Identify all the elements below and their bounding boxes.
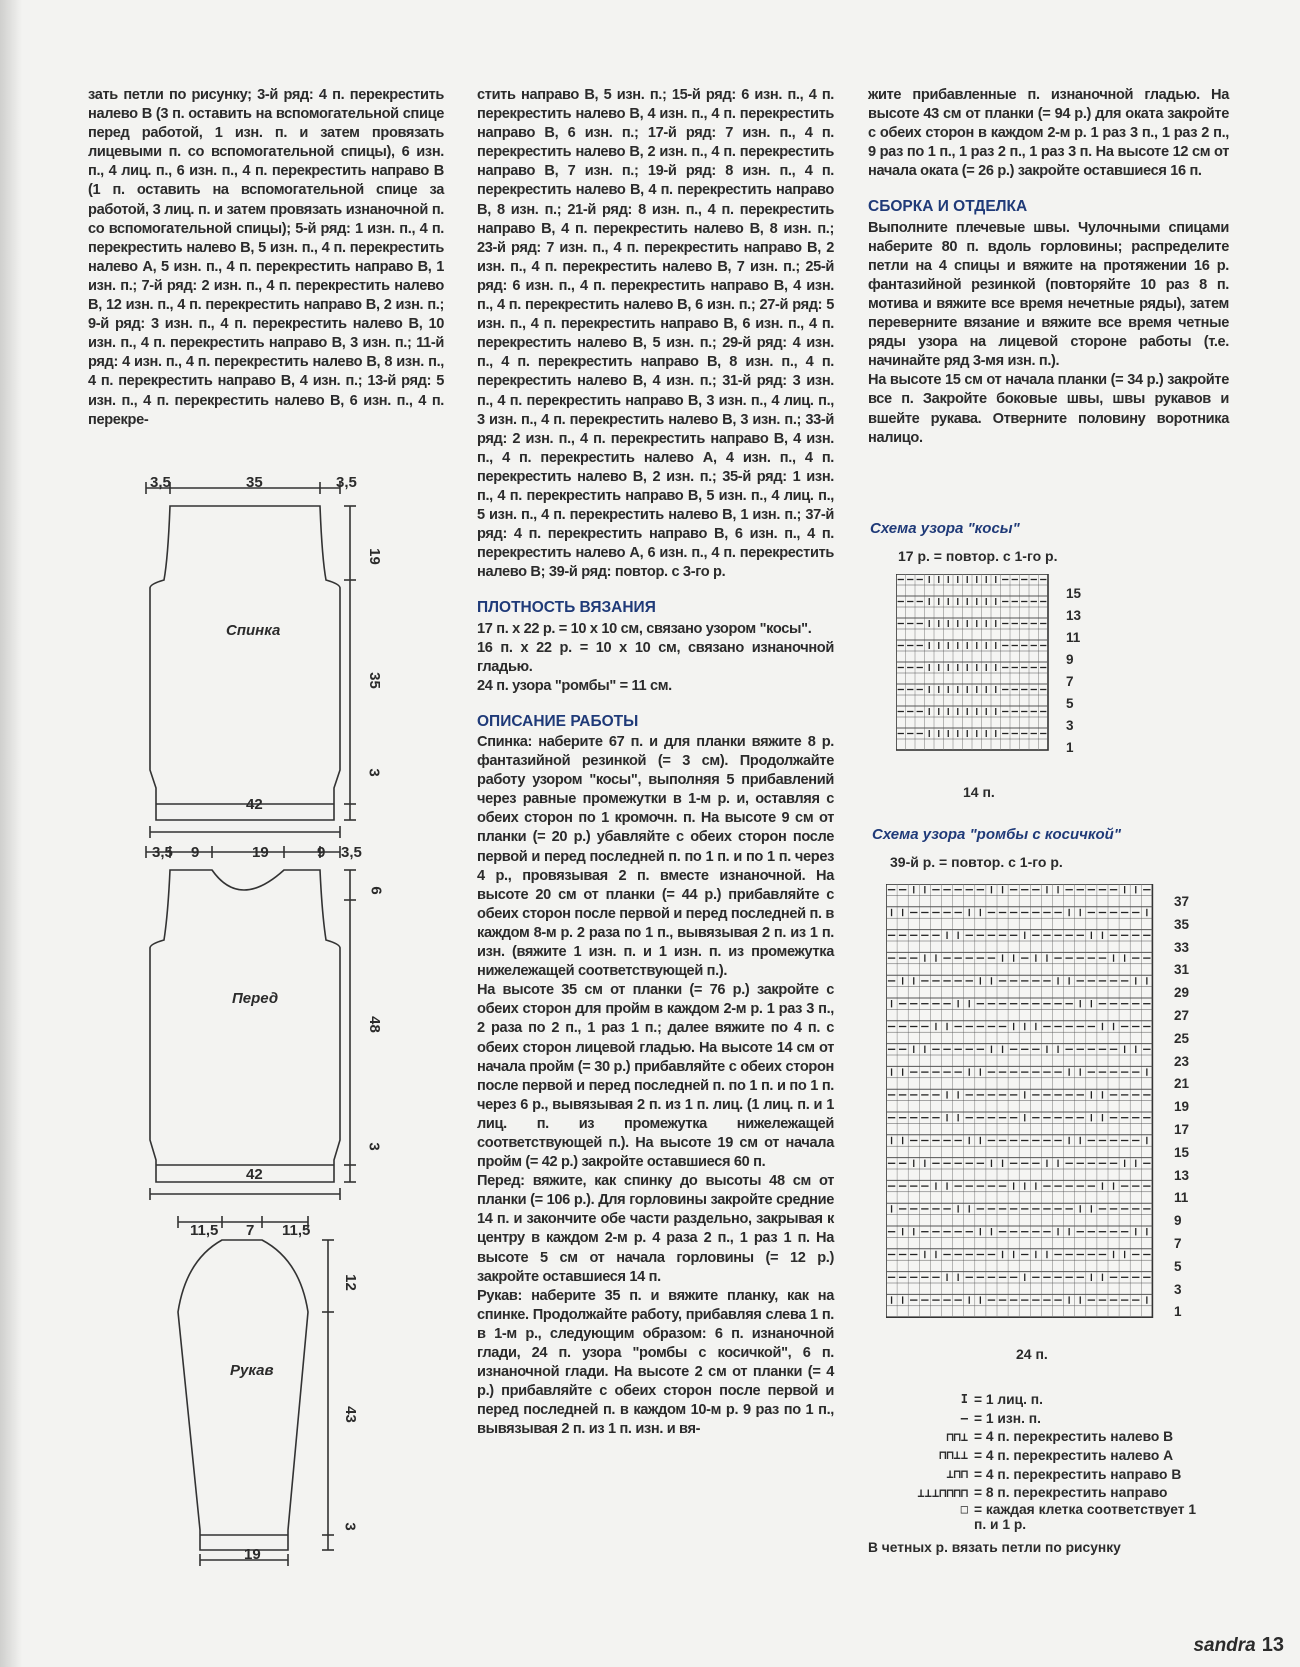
legend-row-cross-left-a [868, 1446, 1228, 1465]
front-outline [150, 870, 340, 1182]
assembly-heading: СБОРКА И ОТДЕЛКА [868, 198, 1028, 216]
front-dim-bottom: 42 [246, 1166, 263, 1183]
braid-pattern-chart [896, 574, 1056, 758]
back-label: Спинка [226, 622, 281, 639]
cross-right-b-symbol-icon: ⊥⊓⊓ [946, 1467, 968, 1482]
chart-row-number: 27 [1174, 1008, 1190, 1023]
legend-row-purl [868, 1409, 1228, 1428]
cell-square-icon: □ [960, 1502, 968, 1517]
work-heading: ОПИСАНИЕ РАБОТЫ [477, 712, 639, 730]
back-text: наберите 67 п. и для планки вяжите 8 р. фантазийной резинкой (= 3 см). Продолжайте работу узором "косы", выполняя 5 прибавлений через равные промежутки в 1-м р. и, оставляя с обеих сторон по 1 кромочн. п. На высоте 9 см от планки (= 20 р.) убавляйте с обеих сторон после первой и перед последней п. по 1 п. и по 1 п. через 4 р., провязывая 2 п. вместе изнаночной. На высоте 20 см от планки (= 44 р.) прибавляйте с обеих сторон после первой и перед последней п. в каждом 8-м р. 2 раза по 1 п., вывязывая 2 п. из 1 п. изн. (вяжите 1 изн. п. и 1 изн. п. из промежутка нижележащей соответствующей п.). [477, 734, 834, 980]
legend-row-cell [868, 1502, 1228, 1532]
sleeve-dim-right-1: 12 [341, 1274, 359, 1291]
back-paragraph [477, 733, 834, 981]
chart-row-number: 21 [1174, 1076, 1190, 1092]
front-label: Перед [232, 990, 279, 1007]
legend-text: = 8 п. перекрестить направо [974, 1485, 1168, 1501]
front-dim-top-5: 3,5 [341, 844, 362, 861]
purl-symbol-icon: – [960, 1411, 968, 1426]
density-heading: ПЛОТНОСТЬ ВЯЗАНИЯ [477, 599, 656, 617]
chart-row-number: 25 [1174, 1030, 1190, 1046]
back-lead: Спинка: [477, 734, 532, 750]
chart-row-number: 31 [1174, 962, 1190, 978]
density-line-3: 24 п. узора "ромбы" = 11 см. [477, 677, 672, 694]
front-dim-right-2: 48 [365, 1016, 383, 1033]
legend-text: = 4 п. перекрестить налево А [974, 1447, 1174, 1463]
front-dim-top-3: 19 [252, 844, 269, 861]
back-paragraph-2: На высоте 35 см от планки (= 76 р.) закройте с обеих сторон для пройм в каждом 2-м р. 1 раз 3 п., 2 раза по 2 п., 1 раз 1 п.; далее вяжите по 4 п. с обеих сторон лицевой гладью. На высоте 14 см от начала пройм (= 30 р.) прибавляйте с обеих сторон после первой и перед последней п. по 1 п. и по 1 п. через 6 р., вывязывая 2 п. из 1 п. лиц. (1 лиц. п. и 1 лиц. п. из промежутка нижележащей соответствующей п.). На высоте 19 см от начала пройм (= 42 р.) закройте оставшиеся 60 п. [477, 982, 834, 1171]
density-line-2: 16 п. х 22 р. = 10 х 10 см, связано изнаночной гладью. [477, 639, 834, 675]
sleeve-label: Рукав [230, 1362, 274, 1379]
chart-row-number: 13 [1174, 1167, 1190, 1183]
chart-row-number: 11 [1066, 630, 1081, 645]
sleeve-dim-top-3: 11,5 [282, 1222, 311, 1239]
chart-row-number: 3 [1066, 718, 1074, 733]
sleeve-outline [178, 1240, 308, 1550]
chart2-width-label: 24 п. [1016, 1346, 1048, 1362]
pattern-rows-text-1: зать петли по рисунку; 3-й ряд: 4 п. перекрестить налево В (3 п. оставить на вспомогательной спице перед работой, 1 изн. п. и затем провязать лицевыми п. со вспомогательной спицы), 6 изн. п., 4 лиц. п., 6 изн. п., 4 п. перекрестить направо В (1 п. оставить на вспомогательной спице за работой, 3 лиц. п. и затем провязать изнаночной п. со вспомогательной спицы); 5-й ряд: 1 изн. п., 4 п. перекрестить налево В, 5 изн. п., 4 п. перекрестить налево А, 5 изн. п., 4 п. перекрестить направо В, 1 изн. п.; 7-й ряд: 2 изн. п., 4 п. перекрестить налево В, 12 изн. п., 4 п. перекрестить направо В, 2 изн. п.; 9-й ряд: 3 изн. п., 4 п. перекрестить налево В, 10 изн. п., 4 п. перекрестить направо В, 3 изн. п.; 11-й ряд: 4 изн. п., 4 п. перекрестить налево В, 8 изн. п., 4 п. перекрестить направо В, 4 изн. п.; 13-й ряд: 5 изн. п., 4 п. перекрестить налево В, 6 изн. п., 4 п. перекре- [88, 87, 444, 428]
chart-row-number: 7 [1174, 1236, 1182, 1251]
chart-row-number: 9 [1174, 1213, 1182, 1229]
chart-row-number: 29 [1174, 985, 1190, 1001]
back-outline [150, 506, 340, 820]
chart-row-number: 9 [1066, 652, 1074, 667]
back-dim-right-3: 3 [365, 768, 383, 777]
chart-row-number: 11 [1174, 1190, 1189, 1206]
column-3 [868, 86, 1229, 448]
front-dim-top-4: 9 [317, 844, 326, 861]
pattern-rows-text-2: стить направо В, 5 изн. п.; 15-й ряд: 6 изн. п., 4 п. перекрестить налево В, 4 изн. п., 4 п. перекрестить направо В, 6 изн. п.; 17-й ряд: 7 изн. п., 4 п. перекрестить налево В, 2 изн. п., 4 п. перекрестить направо В, 7 изн. п.; 19-й ряд: 8 изн. п., 4 п. перекрестить налево В, 4 п. перекрестить направо В, 8 изн. п.; 21-й ряд: 8 изн. п., 4 п. перекрестить направо В, 4 п. перекрестить налево В, 8 изн. п.; 23-й ряд: 7 изн. п., 4 п. перекрестить направо В, 2 изн. п., 4 п. перекрестить налево В, 7 изн. п.; 25-й ряд: 6 изн. п., 4 п. перекрестить направо В, 4 изн. п., 4 п. перекрестить налево В, 6 изн. п.; 27-й ряд: 5 изн. п., 4 п. перекрестить направо В, 6 изн. п., 4 п. перекрестить налево В, 5 изн. п.; 29-й ряд: 4 изн. п., 4 п. перекрестить направо В, 8 изн. п., 4 п. перекрестить налево В, 4 изн. п.; 31-й ряд: 3 изн. п., 4 п. перекрестить направо В, 3 изн. п., 4 лиц. п., 3 изн. п., 4 п. перекрестить налево В, 3 изн. п.; 33-й ряд: 2 изн. п., 4 п. перекрестить направо В, 4 изн. п., 4 п. перекрестить налево А, 4 изн. п., 4 п. перекрестить налево В, 2 изн. п.; 35-й ряд: 1 изн. п., 4 п. перекрестить направо В, 5 изн. п., 4 лиц. п., 5 изн. п., 4 п. перекрестить налево В, 1 изн. п.; 37-й ряд: 4 п. перекрестить направо В, 6 изн. п., 4 п. перекрестить налево А, 6 изн. п., 4 п. перекрестить налево В; 39-й ряд: повтор. с 3-го р. [477, 87, 834, 581]
chart2-note: 39-й р. = повтор. с 1-го р. [890, 854, 1063, 870]
page-number: 13 [1261, 1634, 1284, 1656]
legend-row-cross-right-8 [868, 1483, 1228, 1502]
back-dim-bottom: 42 [246, 796, 263, 813]
chart1-title: Схема узора "косы" [870, 520, 1020, 537]
chart-row-number: 33 [1174, 939, 1190, 955]
chart-row-number: 7 [1066, 674, 1074, 689]
chart-row-number: 23 [1174, 1053, 1190, 1069]
sleeve-dim-right-2: 43 [341, 1406, 359, 1423]
page-footer [1193, 1634, 1284, 1657]
back-dim-right-2: 35 [365, 672, 383, 689]
sleeve-continuation: жите прибавленные п. изнаночной гладью. На высоте 43 см от планки (= 94 р.) для оката закройте с обеих сторон в каждом 2-м р. 1 раз 3 п., 1 раз 2 п., 9 раз по 1 п., 1 раз 2 п., 1 раз 3 п. На высоте 12 см от начала оката (= 26 р.) закройте оставшиеся 16 п. [868, 87, 1229, 180]
cross-left-b-symbol-icon: ⊓⊓⊥ [946, 1429, 968, 1444]
legend-text: = каждая клетка соответствует 1 п. и 1 р. [974, 1502, 1197, 1533]
sleeve-dim-bottom: 19 [244, 1546, 261, 1563]
chart-row-number: 5 [1174, 1258, 1182, 1274]
column-2 [477, 86, 834, 1439]
back-dim-right-1: 19 [365, 548, 383, 565]
chart-row-number: 37 [1174, 894, 1190, 909]
chart-row-number: 1 [1174, 1304, 1182, 1320]
rhombus-pattern-chart [886, 884, 1170, 1324]
legend-row-cross-left-b [868, 1427, 1228, 1446]
front-dim-top-2: 9 [191, 844, 200, 861]
legend-row-knit [868, 1390, 1228, 1409]
front-paragraph [477, 1172, 834, 1287]
assembly-text-1: Выполните плечевые швы. Чулочными спицами наберите 80 п. вдоль горловины; распределите петли на 4 спицы и вяжите на протяжении 16 р. фантазийной резинкой (повторяйте 10 раз 8 п. мотива и вяжите все время нечетные ряды), затем переверните вязание и вяжите все время четные ряды узора на лицевой стороне работы (т.е. начинайте ряд 3-мя изн. п.). [868, 219, 1229, 370]
chart-row-number: 13 [1066, 608, 1082, 623]
chart1-note: 17 р. = повтор. с 1-го р. [898, 548, 1058, 564]
chart-row-number: 17 [1174, 1122, 1190, 1137]
back-dim-top-2: 35 [246, 474, 263, 491]
chart2-title: Схема узора "ромбы с косичкой" [872, 826, 1121, 843]
legend-text: = 4 п. перекрестить налево В [974, 1429, 1174, 1445]
sleeve-dim-top-1: 11,5 [190, 1222, 219, 1239]
back-dim-top-1: 3,5 [150, 474, 171, 491]
cross-right-8-symbol-icon: ⊥⊥⊥⊓⊓⊓⊓ [917, 1485, 968, 1500]
chart-row-number: 15 [1174, 1144, 1190, 1160]
front-dim-right-1: 6 [367, 886, 385, 895]
legend-text: = 1 лиц. п. [974, 1391, 1043, 1407]
magazine-brand: sandra [1193, 1635, 1256, 1656]
legend-note: В четных р. вязать петли по рисунку [868, 1540, 1121, 1556]
sleeve-paragraph [477, 1287, 834, 1440]
front-dim-right-3: 3 [365, 1142, 383, 1151]
chart1-width-label: 14 п. [963, 784, 995, 800]
legend-row-cross-right-b [868, 1465, 1228, 1484]
page-spine-shadow [0, 0, 22, 1667]
back-dim-top-3: 3,5 [336, 474, 357, 491]
front-dim-top-1: 3,5 [152, 844, 173, 861]
chart-row-number: 5 [1066, 696, 1074, 711]
legend-text: = 4 п. перекрестить направо В [974, 1466, 1182, 1482]
chart-row-number: 15 [1066, 586, 1082, 601]
chart-row-number: 3 [1174, 1281, 1182, 1297]
front-lead: Перед: [477, 1173, 525, 1190]
knit-symbol-icon: I [960, 1392, 968, 1407]
chart-row-number: 19 [1174, 1099, 1190, 1115]
legend-text: = 1 изн. п. [974, 1410, 1041, 1426]
sleeve-lead: Рукав: [477, 1287, 523, 1304]
density-line-1: 17 п. х 22 р. = 10 х 10 см, связано узором "косы". [477, 620, 812, 637]
sleeve-dim-right-3: 3 [341, 1522, 359, 1531]
chart-legend [868, 1390, 1228, 1555]
sleeve-text: наберите 35 п. и вяжите планку, как на спинке. Продолжайте работу, прибавляя слева 1 п. в 1-м р., следующим образом: 6 п. изнаночной глади, 24 п. узора "ромбы с косичкой", 6 п. изнаночной глади. На высоте 2 см от планки (= 4 р.) прибавляйте с обеих сторон после первой и перед последней п. в каждом 10-м р. 9 раз по 1 п., вывязывая 2 п. из 1 п. изн. и вя- [477, 1287, 834, 1438]
chart-row-number: 1 [1066, 740, 1074, 755]
sleeve-dim-top-2: 7 [246, 1222, 255, 1239]
column-1 [88, 86, 444, 430]
cross-left-a-symbol-icon: ⊓⊓⊥⊥ [939, 1448, 968, 1463]
front-text: вяжите, как спинку до высоты 48 см от планки (= 106 р.). Для горловины закройте средние 14 п. и закончите обе части раздельно, закрывая к центру в каждом 2-м р. 4 раза 2 п., 1 раз 1 п. На высоте 5 см от начала горловины (= 12 р.) закройте оставшиеся 14 п. [477, 1173, 834, 1285]
assembly-text-2: На высоте 15 см от начала планки (= 34 р.) закройте все п. Закройте боковые швы, швы рукавов и вшейте рукава. Отверните половину воротника налицо. [868, 372, 1229, 446]
chart-row-number: 35 [1174, 916, 1190, 932]
